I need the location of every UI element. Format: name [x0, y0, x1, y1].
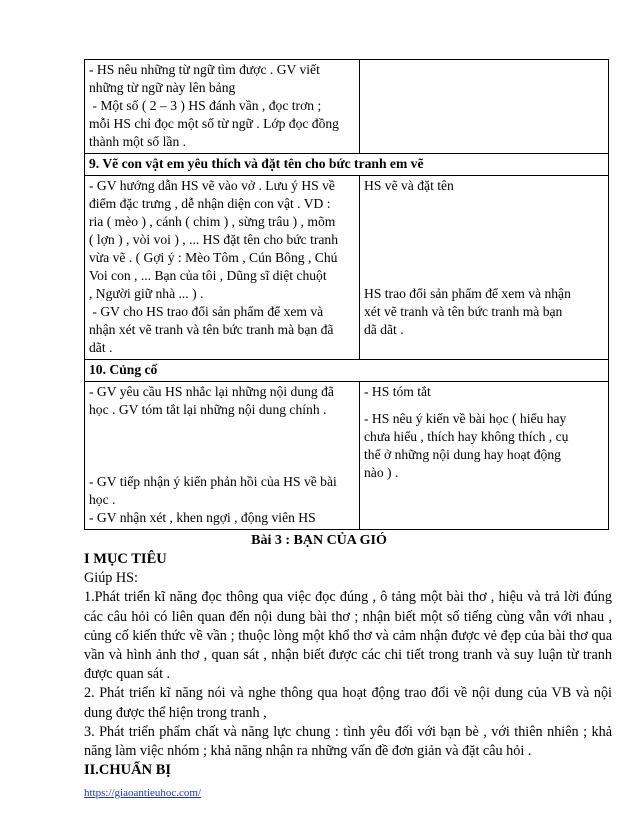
text-line: - HS nêu ý kiến về bài học ( hiểu hay — [364, 411, 567, 426]
text-line: nào ) . — [364, 465, 399, 480]
text-line: - Một số ( 2 – 3 ) HS đánh vần , đọc trơn ; — [89, 98, 322, 113]
student-activity-cell — [360, 176, 609, 360]
text-line: thành một số lần . — [89, 134, 187, 149]
text-line: học . GV tóm tắt lại những nội dung chính . — [89, 402, 327, 417]
objective-paragraph: 1.Phát triển kĩ năng đọc thông qua việc đọc đúng , ô tảng một bài thơ , hiệu và trả lời đúng các câu hỏi có liên quan đến nội dung bài thơ ; nhận biết một số tiếng cùng vẫn với nhau , củng cố kiến thức về vần ; thuộc lòng một khổ thơ và cảm nhận được vẻ đẹp của bài thơ qua vần và hình ảnh thơ , quan sát , nhận biết được các chi tiết trong tranh và suy luận từ tranh được quan sát . — [84, 589, 612, 683]
student-activity-cell — [360, 60, 609, 154]
text-line: - GV cho HS trao đổi sản phẩm để xem và — [89, 304, 324, 319]
text-line: dãt . — [89, 340, 113, 355]
table-row — [85, 60, 609, 154]
section-heading-row — [85, 154, 609, 176]
section-9-title: 9. Vẽ con vật em yêu thích và đặt tên cho bức tranh em vẽ — [85, 154, 609, 176]
teacher-activity-text-block — [89, 383, 355, 419]
text-line: - HS nêu những từ ngữ tìm được . GV viết — [89, 62, 320, 77]
text-line: - GV yêu cầu HS nhắc lại những nội dung đã — [89, 384, 334, 399]
section-heading-row — [85, 360, 609, 382]
teacher-activity-cell — [85, 60, 360, 154]
text-line: , Người giữ nhà ... ) . — [89, 286, 204, 301]
text-line: ( lợn ) , vòi voi ) , ... HS đặt tên cho bức tranh — [89, 232, 339, 247]
text-line: ria ( mèo ) , cánh ( chim ) , sừng trâu ) , mõm — [89, 214, 336, 229]
text-line: - GV tiếp nhận ý kiến phản hồi của HS về bài — [89, 474, 337, 489]
objective-paragraph: 2. Phát triển kĩ năng nói và nghe thông qua hoạt động trao đổi về nội dung của VB và nội dung được thể hiện trong tranh , — [84, 685, 612, 721]
objective-paragraph: 3. Phát triển phẩm chất và năng lực chung : tình yêu đối với bạn bè , với thiên nhiên ; khả năng làm việc nhóm ; khả năng nhận ra những vấn đề đơn giản và đặt câu hỏi . — [84, 723, 612, 760]
text-line: HS trao đổi sản phẩm để xem và nhận — [364, 286, 571, 301]
objectives-intro: Giúp HS: — [84, 570, 138, 587]
text-line: chưa hiểu , thích hay không thích , cụ — [364, 429, 569, 444]
text-line: học . — [89, 492, 116, 507]
text-line: vừa vẽ . ( Gợi ý : Mèo Tôm , Cún Bông , Chú — [89, 250, 338, 265]
table-row — [85, 382, 609, 530]
student-activity-text: - HS tóm tắt — [364, 384, 431, 399]
text-line: điểm đặc trưng , dễ nhận diện con vật . VD : — [89, 196, 331, 211]
student-activity-cell — [360, 382, 609, 530]
text-line: Voi con , ... Bạn của tôi , Dũng sĩ diệt chuột — [89, 268, 327, 283]
section-10-title: 10. Củng cố — [85, 360, 609, 382]
text-line: - GV nhận xét , khen ngợi , động viên HS — [89, 510, 316, 525]
text-line: nhận xét vẽ tranh và tên bức tranh mà bạn đã — [89, 322, 334, 337]
teacher-activity-text-block — [89, 473, 355, 527]
objectives-heading: I MỤC TIÊU — [84, 551, 167, 567]
teacher-activity-cell — [85, 176, 360, 360]
student-activity-text-block — [364, 410, 604, 482]
lesson-objectives — [84, 550, 612, 780]
student-activity-text: HS vẽ và đặt tên — [364, 178, 454, 193]
preparation-heading: II.CHUẨN BỊ — [84, 762, 172, 779]
table-row — [85, 176, 609, 360]
student-activity-text-block — [364, 285, 604, 339]
footer-link[interactable]: https://giaoantieuhoc.com/ — [84, 787, 202, 799]
lesson-title: Bài 3 : BẠN CỦA GIÓ — [251, 533, 387, 548]
text-line: dã dãt . — [364, 322, 404, 337]
text-line: - GV hướng dẫn HS vẽ vào vở . Lưu ý HS về — [89, 178, 335, 193]
text-line: mỗi HS chỉ đọc một số từ ngữ . Lớp đọc đồng — [89, 116, 339, 131]
text-line: những từ ngữ này lên bảng — [89, 80, 236, 95]
teacher-activity-cell — [85, 382, 360, 530]
text-line: xét vẽ tranh và tên bức tranh mà bạn — [364, 304, 563, 319]
lesson-activity-table — [84, 59, 609, 530]
text-line: thể ở những nội dung hay hoạt động — [364, 447, 561, 462]
